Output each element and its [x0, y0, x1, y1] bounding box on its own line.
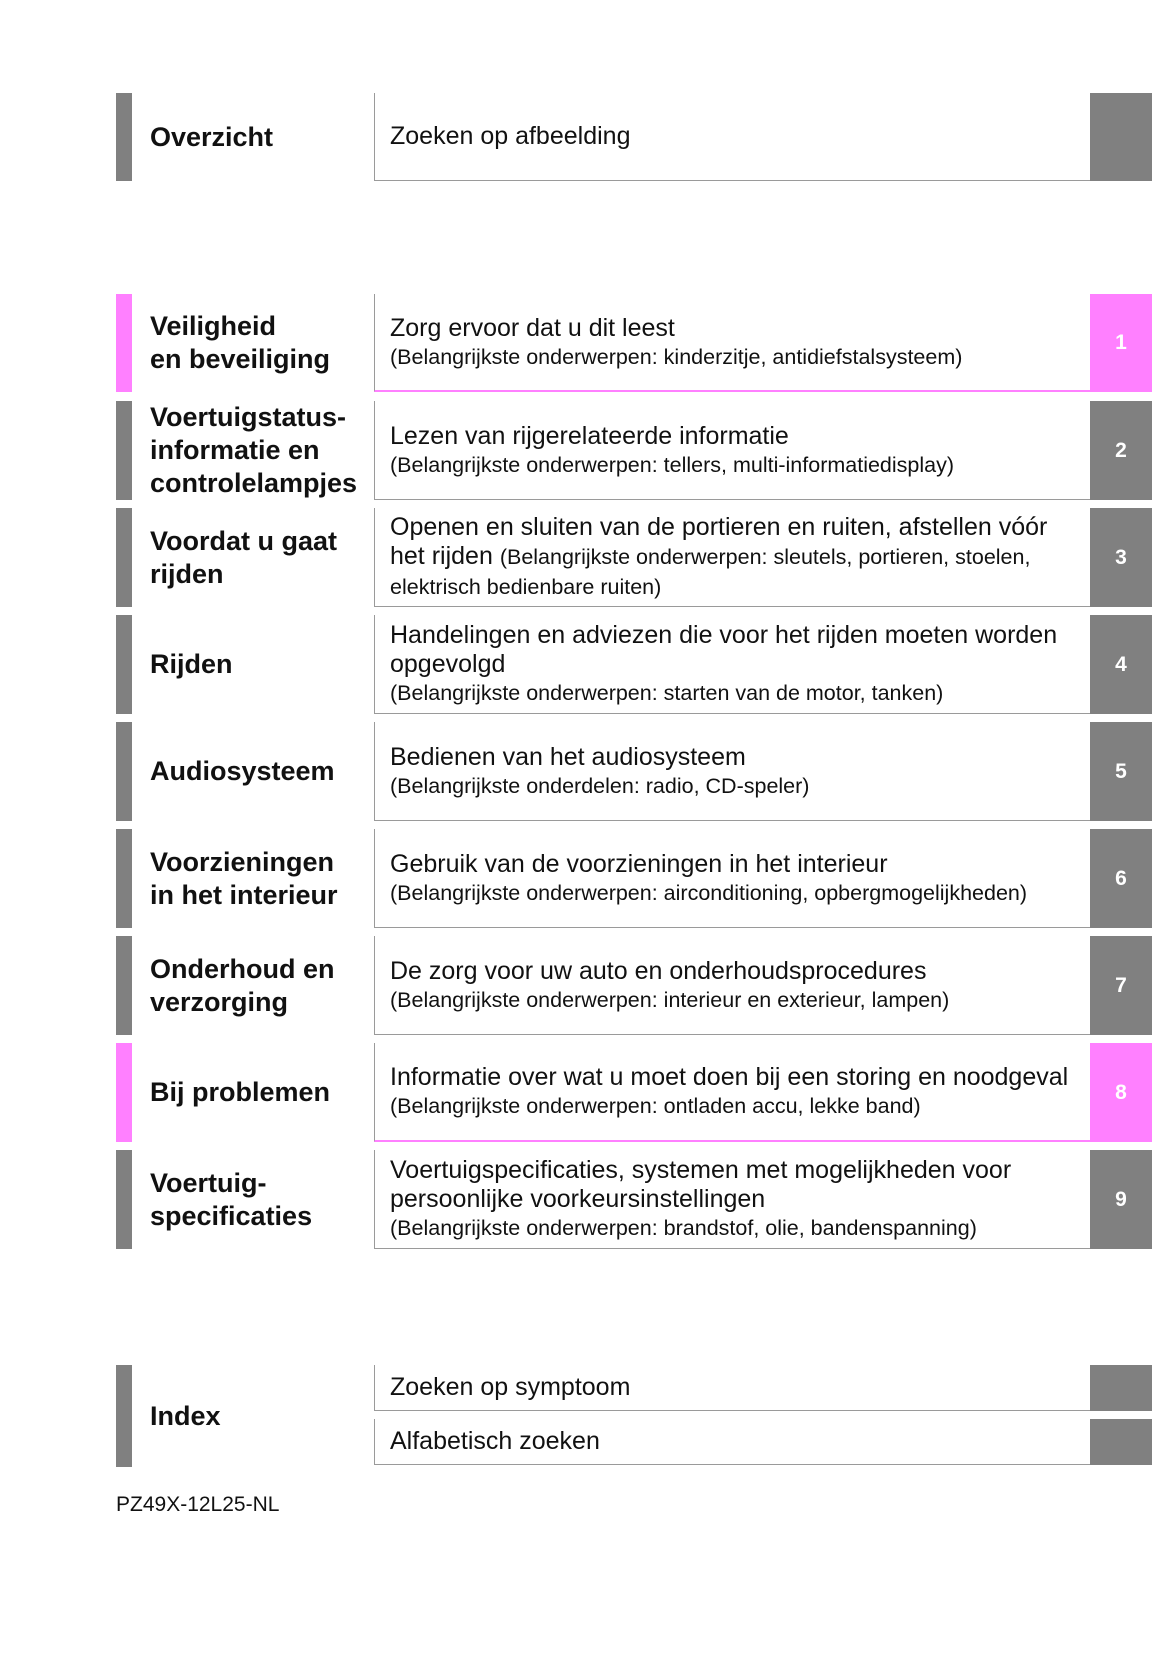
chapter-category: Veiligheid en beveiliging	[150, 311, 331, 374]
chapter-link-box[interactable]	[374, 615, 1090, 714]
chapter-subtitle: (Belangrijkste onderwerpen: kinderzitje, antidiefstalsysteem)	[390, 344, 963, 369]
chapter-link-box[interactable]	[374, 1043, 1090, 1142]
chapter-title[interactable]: Zorg ervoor dat u dit leest	[390, 313, 675, 342]
chapter-tab-7[interactable]: 7	[1090, 936, 1152, 1035]
chapter-title-wrap[interactable]	[390, 513, 1084, 602]
chapter-sidebar-bar	[116, 936, 132, 1035]
chapter-tab-1[interactable]: 1	[1090, 294, 1152, 392]
index-alphabetical-tab[interactable]	[1090, 1419, 1152, 1465]
chapter-tab-8[interactable]: 8	[1090, 1043, 1152, 1142]
chapter-row-9[interactable]	[0, 1150, 1166, 1249]
chapter-link-box[interactable]	[374, 829, 1090, 928]
chapter-row-3[interactable]	[0, 508, 1166, 607]
chapter-category: Onderhoud en verzorging	[150, 953, 335, 1017]
chapter-tab-3[interactable]: 3	[1090, 508, 1152, 607]
chapter-tab-5[interactable]: 5	[1090, 722, 1152, 821]
chapter-sidebar-bar	[116, 722, 132, 821]
chapter-category: Voertuigstatus- informatie en controlelampjes	[150, 402, 358, 498]
chapter-category: Voertuig- specificaties	[150, 1167, 313, 1231]
document-code: PZ49X-12L25-NL	[116, 1493, 280, 1516]
chapter-title[interactable]: Openen en sluiten van de portieren en ruiten, afstellen vóór het rijden	[390, 512, 1048, 570]
chapter-sidebar-bar	[116, 1150, 132, 1249]
chapter-title[interactable]: De zorg voor uw auto en onderhoudsprocedures	[390, 956, 927, 985]
overview-sidebar-bar	[116, 93, 132, 181]
chapter-row-5[interactable]	[0, 722, 1166, 821]
chapter-sidebar-bar	[116, 508, 132, 607]
chapter-subtitle: (Belangrijkste onderwerpen: tellers, multi-informatiedisplay)	[390, 452, 955, 477]
chapter-tab-4[interactable]: 4	[1090, 615, 1152, 714]
overview-link-box[interactable]	[374, 93, 1090, 181]
chapter-category: Audiosysteem	[150, 756, 335, 786]
chapter-row-2[interactable]	[0, 401, 1166, 500]
index-alphabetical-link[interactable]	[374, 1419, 1090, 1465]
chapter-row-8[interactable]	[0, 1043, 1166, 1142]
chapter-title[interactable]: Informatie over wat u moet doen bij een storing en noodgeval	[390, 1063, 1069, 1091]
chapter-sidebar-bar	[116, 401, 132, 500]
chapter-sidebar-bar	[116, 1043, 132, 1142]
chapter-tab-9[interactable]: 9	[1090, 1150, 1152, 1249]
overview-title[interactable]: Zoeken op afbeelding	[390, 122, 631, 150]
index-symptom-link[interactable]	[374, 1365, 1090, 1411]
chapter-subtitle: (Belangrijkste onderwerpen: brandstof, olie, bandenspanning)	[390, 1216, 977, 1240]
chapter-subtitle: (Belangrijkste onderwerpen: ontladen accu, lekke band)	[390, 1094, 921, 1118]
chapter-row-1[interactable]	[0, 294, 1166, 392]
index-item-label[interactable]: Alfabetisch zoeken	[390, 1427, 600, 1455]
chapter-title[interactable]: Bedienen van het audiosysteem	[390, 742, 746, 771]
chapter-title[interactable]: Gebruik van de voorzieningen in het interieur	[390, 849, 888, 878]
index-item-label[interactable]: Zoeken op symptoom	[390, 1373, 631, 1401]
chapter-title[interactable]: Lezen van rijgerelateerde informatie	[390, 421, 789, 450]
chapter-category: Voordat u gaat rijden	[150, 525, 338, 589]
index-row	[0, 1365, 1166, 1467]
chapter-link-box[interactable]	[374, 508, 1090, 607]
overview-row[interactable]	[0, 93, 1166, 181]
chapter-link-box[interactable]	[374, 1150, 1090, 1249]
chapter-subtitle: (Belangrijkste onderwerpen: starten van de motor, tanken)	[390, 681, 944, 705]
index-sidebar-bar	[116, 1365, 132, 1467]
index-category: Index	[150, 1400, 221, 1431]
chapter-link-box[interactable]	[374, 722, 1090, 821]
chapter-sidebar-bar	[116, 829, 132, 928]
chapter-tab-2[interactable]: 2	[1090, 401, 1152, 500]
chapter-title[interactable]: Voertuigspecificaties, systemen met mogelijkheden voor persoonlijke voorkeursinstellingen	[390, 1156, 1012, 1213]
chapter-subtitle: (Belangrijkste onderwerpen: sleutels, portieren, stoelen, elektrisch bedienbare ruiten)	[390, 544, 1031, 599]
chapter-link-box[interactable]	[374, 401, 1090, 500]
chapter-link-box[interactable]	[374, 294, 1090, 392]
chapter-subtitle: (Belangrijkste onderwerpen: airconditioning, opbergmogelijkheden)	[390, 880, 1028, 905]
index-symptom-tab[interactable]	[1090, 1365, 1152, 1411]
chapter-subtitle: (Belangrijkste onderdelen: radio, CD-speler)	[390, 773, 810, 798]
chapter-link-box[interactable]	[374, 936, 1090, 1035]
chapter-title[interactable]: Handelingen en adviezen die voor het rijden moeten worden opgevolgd	[390, 621, 1058, 678]
overview-category: Overzicht	[150, 121, 274, 152]
chapter-tab-6[interactable]: 6	[1090, 829, 1152, 928]
chapter-category: Voorzieningen in het interieur	[150, 846, 338, 910]
overview-tab[interactable]	[1090, 93, 1152, 181]
chapter-sidebar-bar	[116, 294, 132, 392]
chapter-subtitle: (Belangrijkste onderwerpen: interieur en exterieur, lampen)	[390, 987, 950, 1012]
chapter-category: Rijden	[150, 649, 233, 679]
chapter-row-4[interactable]	[0, 615, 1166, 714]
chapter-sidebar-bar	[116, 615, 132, 714]
chapter-row-7[interactable]	[0, 936, 1166, 1035]
chapter-category: Bij problemen	[150, 1077, 331, 1107]
chapter-row-6[interactable]	[0, 829, 1166, 928]
